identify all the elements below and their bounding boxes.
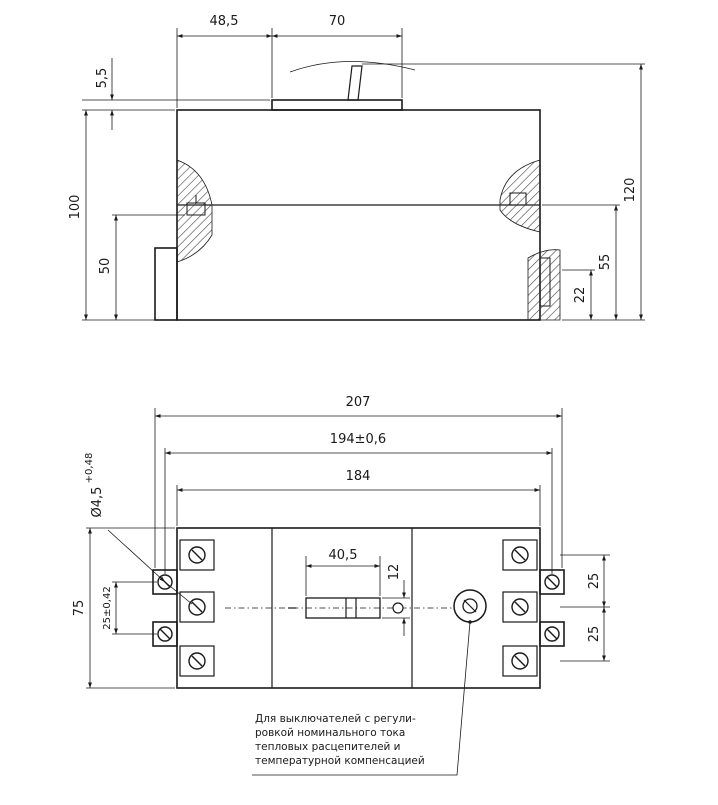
dim-5-5: 5,5 [95, 67, 110, 89]
dim-40-5: 40,5 [328, 548, 358, 563]
note-line-1: Для выключателей с регули- [255, 713, 416, 725]
side-right-cutaway [500, 160, 540, 232]
dim-100: 100 [68, 194, 83, 220]
screw-heads [158, 547, 559, 669]
dim-207: 207 [345, 395, 371, 410]
note-line-2: ровкой номинального тока [255, 727, 406, 739]
side-body-outline [177, 110, 540, 320]
dim-25-upper: 25 [587, 572, 602, 590]
side-left-cutaway [177, 160, 212, 262]
dim-25-tol: 25±0,42 [102, 586, 113, 630]
plan-view [72, 395, 610, 775]
dim-55: 55 [598, 253, 613, 271]
dim-120: 120 [623, 177, 638, 203]
side-right-lower-terminal [528, 250, 560, 320]
dim-184: 184 [345, 469, 371, 484]
dim-75: 75 [72, 599, 87, 617]
dim-70: 70 [328, 14, 346, 29]
dim-hole-tolerance: +0,48 [84, 452, 95, 484]
note-line-4: температурной компенсацией [255, 755, 425, 767]
side-handle-lever [348, 66, 362, 100]
dim-25-lower: 25 [587, 625, 602, 643]
dim-48-5: 48,5 [209, 14, 239, 29]
dim-50: 50 [98, 257, 113, 275]
note-line-3: тепловых расцепителей и [255, 741, 401, 753]
side-left-base [155, 248, 177, 320]
note-text [255, 713, 425, 767]
side-handle-plate [272, 100, 402, 110]
note-leader [445, 622, 470, 775]
side-view [68, 14, 645, 320]
dim-194: 194±0,6 [329, 432, 387, 447]
dim-22: 22 [573, 286, 588, 304]
dim-hole-diameter: Ø4,5 [90, 486, 105, 518]
dim-12: 12 [387, 563, 402, 581]
